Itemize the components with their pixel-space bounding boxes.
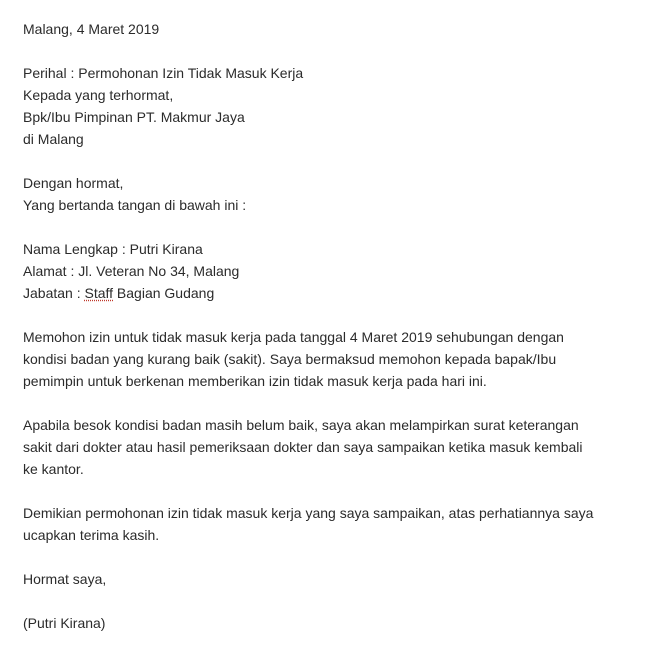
body-paragraph-2-line-3: ke kantor. <box>23 461 84 477</box>
body-paragraph-2-line-2: sakit dari dokter atau hasil pemeriksaan dokter dan saya sampaikan ketika masuk kembali <box>23 439 583 455</box>
spacer <box>23 304 663 326</box>
position-value-spellcheck: Staff <box>84 285 114 301</box>
recipient-line-1: Kepada yang terhormat, <box>23 87 174 103</box>
identity-address: Alamat : Jl. Veteran No 34, Malang <box>23 263 240 279</box>
spacer <box>23 590 663 612</box>
spacer <box>23 392 663 414</box>
position-prefix: Jabatan : <box>23 285 85 301</box>
identity-name: Nama Lengkap : Putri Kirana <box>23 241 203 257</box>
position-suffix: Bagian Gudang <box>113 285 215 301</box>
body-paragraph-3-line-2: ucapkan terima kasih. <box>23 527 160 543</box>
greeting: Dengan hormat, <box>23 175 124 191</box>
date-line: Malang, 4 Maret 2019 <box>23 21 160 37</box>
body-paragraph-1-line-3: pemimpin untuk berkenan memberikan izin tidak masuk kerja pada hari ini. <box>23 373 487 389</box>
body-paragraph-1-line-1: Memohon izin untuk tidak masuk kerja pada tanggal 4 Maret 2019 sehubungan dengan <box>23 329 564 345</box>
body-paragraph-3-line-1: Demikian permohonan izin tidak masuk kerja yang saya sampaikan, atas perhatiannya saya <box>23 505 594 521</box>
intro-line: Yang bertanda tangan di bawah ini : <box>23 197 247 213</box>
recipient-line-3: di Malang <box>23 131 84 147</box>
spacer <box>23 480 663 502</box>
body-paragraph-1-line-2: kondisi badan yang kurang baik (sakit). Saya bermaksud memohon kepada bapak/Ibu <box>23 351 557 367</box>
subject-line: Perihal : Permohonan Izin Tidak Masuk Kerja <box>23 65 304 81</box>
spacer <box>23 40 663 62</box>
spacer <box>23 150 663 172</box>
recipient-line-2: Bpk/Ibu Pimpinan PT. Makmur Jaya <box>23 109 245 125</box>
letter-document <box>23 18 663 634</box>
body-paragraph-2-line-1: Apabila besok kondisi badan masih belum baik, saya akan melampirkan surat keterangan <box>23 417 579 433</box>
identity-position <box>23 282 663 304</box>
spacer <box>23 546 663 568</box>
signature: (Putri Kirana) <box>23 615 106 631</box>
spacer <box>23 216 663 238</box>
closing: Hormat saya, <box>23 571 107 587</box>
